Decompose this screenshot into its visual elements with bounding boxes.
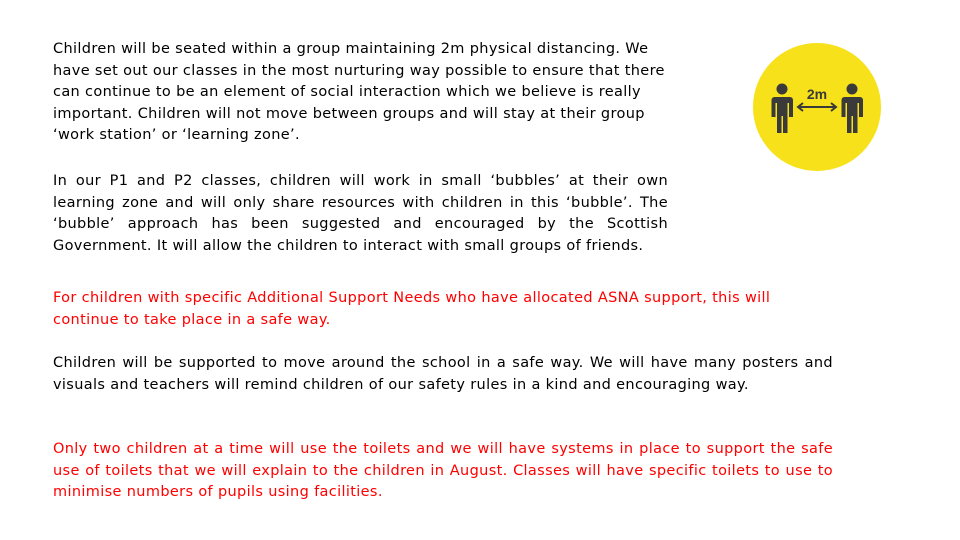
paragraph-movement: Children will be supported to move around the school in a safe way. We will have many posters and visuals and teachers will remind children of our safety rules in a kind and encouraging way. [53, 355, 833, 393]
social-distancing-icon [752, 42, 882, 172]
paragraph-bubbles: In our P1 and P2 classes, children will work in small ‘bubbles’ at their own learning zone and will only share resources with children in this ‘bubble’. The ‘bubble’ approach has been suggested and encouraged by the Scottish Government. It will allow the children to interact with small groups of friends. [53, 173, 668, 254]
paragraph-seating: Children will be seated within a group maintaining 2m physical distancing. We have set out our classes in the most nurturing way possible to ensure that there can continue to be an element of social interaction which we believe is really important. Children will not move between groups and will stay at their group ‘work station’ or ‘learning zone’. [53, 41, 665, 143]
paragraph-toilets: Only two children at a time will use the toilets and we will have systems in place to support the safe use of toilets that we will explain to the children in August. Classes will have specific toilets to use to minimise numbers of pupils using facilities. [53, 441, 833, 500]
paragraph-asn-support: For children with specific Additional Support Needs who have allocated ASNA support, this will continue to take place in a safe way. [53, 290, 771, 328]
distance-label: 2m [806, 86, 828, 102]
